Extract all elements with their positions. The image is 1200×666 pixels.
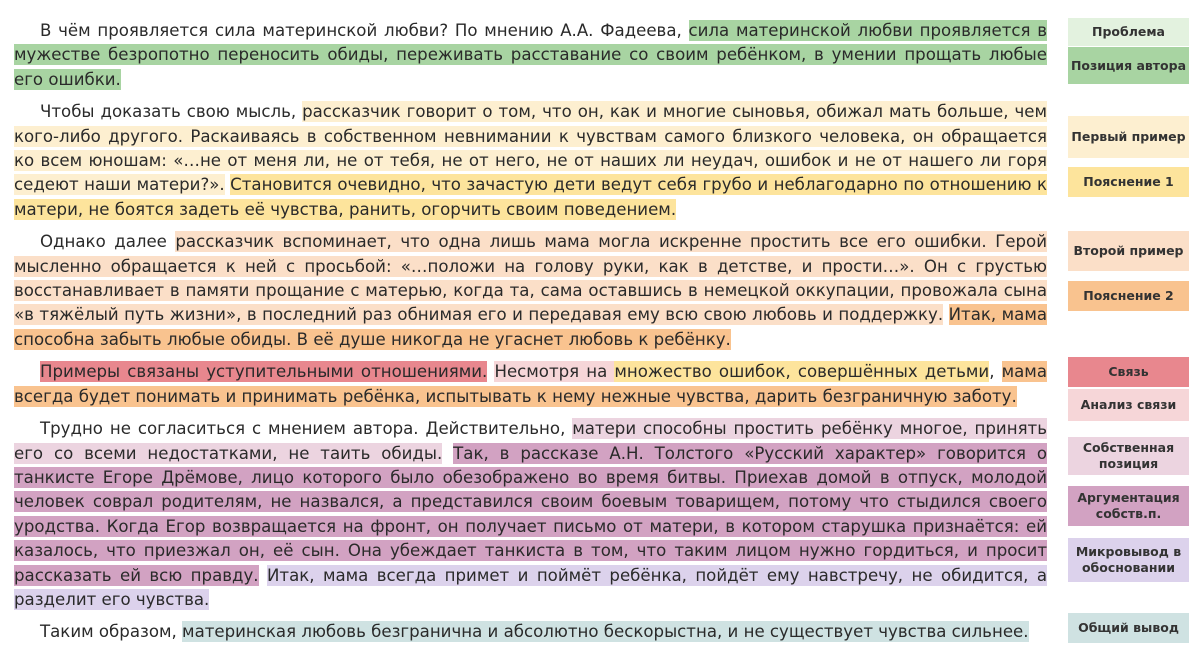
highlight-svyaz: Примеры связаны уступительными отношениями. <box>40 362 488 382</box>
plain-text: В чём проявляется сила материнской любви? По мнению А.А. Фадеева, <box>40 21 689 40</box>
highlight-sobstv: матери способны простить ребёнку многое, принять его со всеми недостатками, не таить обиды. <box>14 419 1047 463</box>
highlight-poyasnenie2: Итак, мама способна забыть любые обиды. В её душе никогда не угаснет любовь к ребёнку. <box>14 305 1048 349</box>
plain-text: Трудно не согласиться с мнением автора. Действительно, <box>40 419 573 439</box>
legend-first-example: Первый пример <box>1068 116 1189 158</box>
legend-author-position: Позиция автора <box>1068 47 1189 84</box>
legend-link: Связь <box>1068 357 1189 387</box>
essay-paragraph <box>14 100 1047 222</box>
legend-problem: Проблема <box>1068 18 1189 46</box>
highlight-primer2: рассказчик вспоминает, что одна лишь мама могла искренне простить все его ошибки. Герой мысленно обращается к ней с просьбой: «…положи на голову руки, как в детстве, и прости…». Он с грустью восстанавливает в памяти прощание с матерью, когда та, сама оставшись в немецкой оккупации, провожала сына «в тяжёлый путь жизни», в последний раз обнимая его и передавая ему всю свою любовь и поддержку. <box>14 232 1047 325</box>
highlight-argument: Так, в рассказе А.Н. Толстого «Русский характер» говорится о танкисте Егоре Дрёмове, лицо которого было обезображено во время битвы. Приехав домой в отпуск, молодой человек соврал родителям, не назвался, а представился своим боевым товарищем, потому что стыдился своего уродства. Когда Егор возвращается на фронт, он получает письмо от матери, в котором старушка признаётся: ей казалось, что приезжал он, её сын. Она убеждает танкиста в том, что таким лицом нужно гордиться, и просит рассказать ей всю правду. <box>14 443 1047 585</box>
highlight-vyvod: материнская любовь безгранична и абсолютно бескорыстна, и не существует чувства сильнее. <box>182 622 1029 642</box>
essay-paragraph <box>14 620 1047 644</box>
color-legend <box>1068 0 1191 666</box>
highlight-poyasnenie1: множество ошибок, совершённых детьми <box>614 362 990 382</box>
plain-text: Однако далее <box>40 232 176 252</box>
plain-text: , <box>989 362 1002 382</box>
highlight-mikrovyvod: Итак, мама всегда примет и поймёт ребёнка, пойдёт ему навстречу, не обидится, а разделит его чувства. <box>14 565 1047 609</box>
legend-own-argumentation: Аргументация собств.п. <box>1068 486 1189 526</box>
highlight-analiz: Несмотря на <box>494 362 615 382</box>
essay-paragraph <box>14 417 1047 612</box>
legend-explanation-2: Пояснение 2 <box>1068 281 1189 311</box>
legend-general-conclusion: Общий вывод <box>1068 613 1189 643</box>
highlight-poyasnenie1: Становится очевидно, что зачастую дети ведут себя грубо и неблагодарно по отношению к матери, не боятся задеть её чувства, ранить, огорчить своим поведением. <box>14 175 1047 219</box>
essay-paragraph <box>14 19 1047 92</box>
highlight-pozitsiya: сила материнской любви проявляется в мужестве безропотно переносить обиды, переживать расставание со своим ребёнком, в умении прощать любые его ошибки. <box>14 21 1047 89</box>
legend-explanation-1: Пояснение 1 <box>1068 167 1189 197</box>
legend-link-analysis: Анализ связи <box>1068 389 1189 421</box>
legend-second-example: Второй пример <box>1068 231 1189 271</box>
plain-text: Чтобы доказать свою мысль, <box>40 102 303 122</box>
plain-text <box>442 444 453 463</box>
highlight-poyasnenie2: мама всегда будет понимать и принимать ребёнка, испытывать к нему нежные чувства, дарить безграничную заботу. <box>14 362 1047 406</box>
highlight-primer1: рассказчик говорит о том, что он, как и многие сыновья, обижал мать больше, чем кого-либо другого. Раскаиваясь в собственном невнимании к чувствам самого близкого человека, он обращается ко всем юношам: «…не от меня ли, не от тебя, не от него, не от наших ли неудач, ошибок и не от нашего ли горя седеют наши матери?». <box>14 102 1047 195</box>
essay-text <box>14 19 1047 653</box>
essay-paragraph <box>14 360 1047 409</box>
plain-text <box>943 305 948 324</box>
plain-text: Таким образом, <box>40 622 183 642</box>
essay-paragraph <box>14 230 1047 352</box>
plain-text <box>259 566 267 585</box>
legend-own-position: Собственная позиция <box>1068 437 1189 475</box>
legend-micro-conclusion: Микровывод в обосновании <box>1068 538 1189 582</box>
